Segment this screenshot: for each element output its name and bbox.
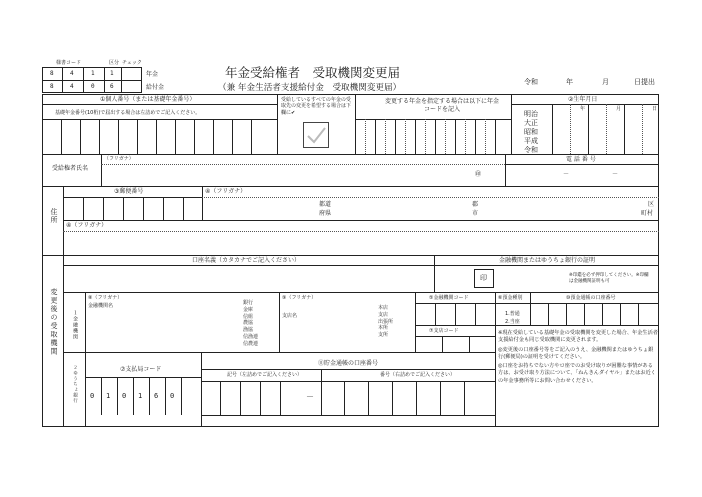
date-year: 年: [566, 78, 573, 86]
bank-code-label: ⑤金融機関コード: [429, 295, 469, 301]
era-option[interactable]: 昭和: [524, 128, 538, 137]
check-mark-icon: [305, 124, 327, 146]
era-option[interactable]: 令和: [524, 146, 538, 155]
branch-type[interactable]: 本店: [378, 305, 389, 311]
note-item: ※現在受給している基礎年金の受取機関を変更した場合、年金生活者支援給付金も同じ受取機関に変更されます。: [498, 330, 658, 344]
bank-side-label: １金融機関: [72, 310, 78, 340]
address-furigana-label: ④（フリガナ）: [205, 188, 247, 195]
postal-office-digit: 1: [138, 392, 143, 400]
code-digit: 4: [70, 83, 74, 90]
benefit-label: 給付金: [146, 84, 165, 91]
town-label: 町村: [641, 210, 654, 217]
address-detail-furigana: ④（フリガナ）: [66, 222, 108, 229]
phone-dash: －: [563, 171, 570, 178]
deposit-type-options: [505, 311, 520, 326]
birth-year-label: 年: [580, 106, 586, 112]
passbook-dash: －: [306, 392, 314, 401]
bank-type[interactable]: 金庫: [243, 306, 254, 313]
postal-code-label: ③郵便番号: [114, 188, 144, 195]
check-label: チェック: [122, 60, 142, 66]
code-digit: 1: [110, 70, 114, 77]
phone-dash: －: [612, 171, 619, 178]
notes-block: [498, 330, 658, 385]
date-day: 日提出: [634, 78, 655, 86]
category-label: 区分: [109, 60, 120, 66]
specify-pension-note: 変更する年金を指定する場合は以下に年金コードを記入: [384, 98, 499, 113]
bank-type-list: [243, 300, 258, 347]
bank-type[interactable]: 漁協: [243, 327, 254, 333]
bank-type[interactable]: 信漁連: [243, 333, 259, 340]
bank-type[interactable]: 信農連: [243, 340, 259, 347]
postal-office-digit: 0: [122, 392, 127, 400]
birth-day-label: 日: [652, 106, 658, 112]
certification-label: 金融機関またはゆうちょ銀行の証明: [499, 257, 596, 264]
name-input[interactable]: [102, 165, 504, 185]
era-list: [524, 110, 538, 155]
code-digit: 4: [70, 70, 74, 77]
passbook-number-sublabel: 番号（右詰めでご記入ください）: [380, 372, 456, 378]
account-name-input[interactable]: [64, 266, 434, 292]
bank-type[interactable]: 農協: [243, 320, 254, 327]
passbook-number-label: ⑪貯金通帳の口座番号: [318, 360, 379, 367]
postal-office-digit: 0: [170, 392, 175, 400]
name-label: 受給権者氏名: [52, 165, 89, 172]
form-code-label: 様書コード: [56, 60, 82, 66]
yucho-side-label: ２ゆうちょ銀行: [72, 365, 78, 404]
form-subtitle: （兼 年金生活者支援給付金 受取機関変更届）: [218, 83, 402, 93]
era-option[interactable]: 大正: [524, 119, 538, 128]
birth-month-label: 月: [616, 106, 622, 112]
passbook-symbol-label: 記号（左詰めでご記入ください）: [227, 372, 303, 378]
postal-office-digit: 0: [90, 392, 95, 400]
branch-furigana-label: ⑨（フリガナ）: [282, 295, 317, 301]
city-label: 郡: [472, 201, 479, 208]
branch-type-list: [378, 305, 393, 339]
era-option[interactable]: 明治: [524, 110, 538, 118]
phone-label: 電 話 番 号: [566, 156, 596, 163]
postal-office-digit: 1: [106, 392, 111, 400]
form-title: 年金受給権者 受取機関変更届: [225, 65, 401, 80]
birthdate-label: ②生年月日: [568, 96, 598, 103]
bank-furigana-label: ⑧（フリガナ）: [88, 295, 123, 301]
address-side-label: 住所: [50, 208, 58, 224]
bank-type[interactable]: 銀行: [243, 300, 254, 306]
postal-office-digit: 6: [154, 392, 159, 400]
city-label: 市: [472, 210, 479, 217]
seal-mark: ㊞: [475, 171, 482, 178]
branch-code-label: ⑦支店コード: [429, 328, 459, 334]
deposit-type-label: ⑥預金種別: [498, 295, 523, 301]
postal-office-code-label: ⑦支払局コード: [120, 366, 162, 373]
name-furigana-label: （フリガナ）: [104, 156, 134, 162]
branch-type[interactable]: 支店: [378, 311, 389, 318]
prefecture-label-bottom: 府県: [319, 210, 332, 217]
code-digit: 0: [91, 83, 95, 90]
ward-label: 区: [648, 201, 655, 208]
account-number-label: ⑩預金通帳の口座番号: [566, 295, 616, 301]
all-pensions-note: 受給しているすべての年金の受取先の変更を希望する場合は下欄に✔: [281, 97, 352, 116]
certification-note: ※印鑑を必ず押印してください。※印欄は金融機関証明も可: [569, 273, 649, 284]
branch-type[interactable]: 本所: [378, 325, 389, 332]
bank-type[interactable]: 信組: [243, 313, 254, 320]
bank-name-label: 金融機関名: [88, 303, 114, 309]
pension-label: 年金: [146, 71, 159, 78]
deposit-type-option[interactable]: 2.当座: [505, 318, 520, 325]
institution-side-label: 変更後の受取機関: [50, 288, 58, 356]
code-digit: 8: [50, 70, 54, 77]
note-item: ◎変更後の口座番号等をご記入のうえ、金融機関またはゆうちょ銀行(郵便局)の証明を受けてください。: [498, 346, 654, 360]
deposit-type-option[interactable]: 1.普通: [505, 311, 520, 317]
basic-number-note: 基礎年金番号(10桁)で届出する場合は左詰めでご記入ください。: [55, 110, 201, 116]
branch-type[interactable]: 支所: [378, 332, 389, 338]
branch-type[interactable]: 出張所: [378, 318, 394, 325]
date-era: 令和: [524, 78, 538, 86]
code-digit: 8: [50, 83, 54, 90]
prefecture-label-top: 都道: [319, 201, 332, 208]
code-digit: 1: [91, 70, 95, 77]
personal-number-label: ①個人番号（または基礎年金番号）: [100, 96, 196, 103]
branch-name-label: 支店名: [282, 313, 298, 319]
phone-input[interactable]: [506, 165, 658, 185]
code-digit: 6: [110, 83, 114, 90]
address-input[interactable]: [64, 232, 658, 254]
seal-label: 印: [480, 274, 487, 282]
note-item: ◎口座をお持ちでない方やロ座でのお受け取りが困難な事情がある方は、お受け取り方法について、「ねんきんダイヤル」またはお近くの年金事務所等にお問い合わせください。: [498, 363, 656, 384]
era-option[interactable]: 平成: [524, 137, 538, 146]
date-month: 月: [602, 78, 609, 86]
account-name-label: 口座名義（カタカナでご記入ください）: [192, 257, 301, 264]
